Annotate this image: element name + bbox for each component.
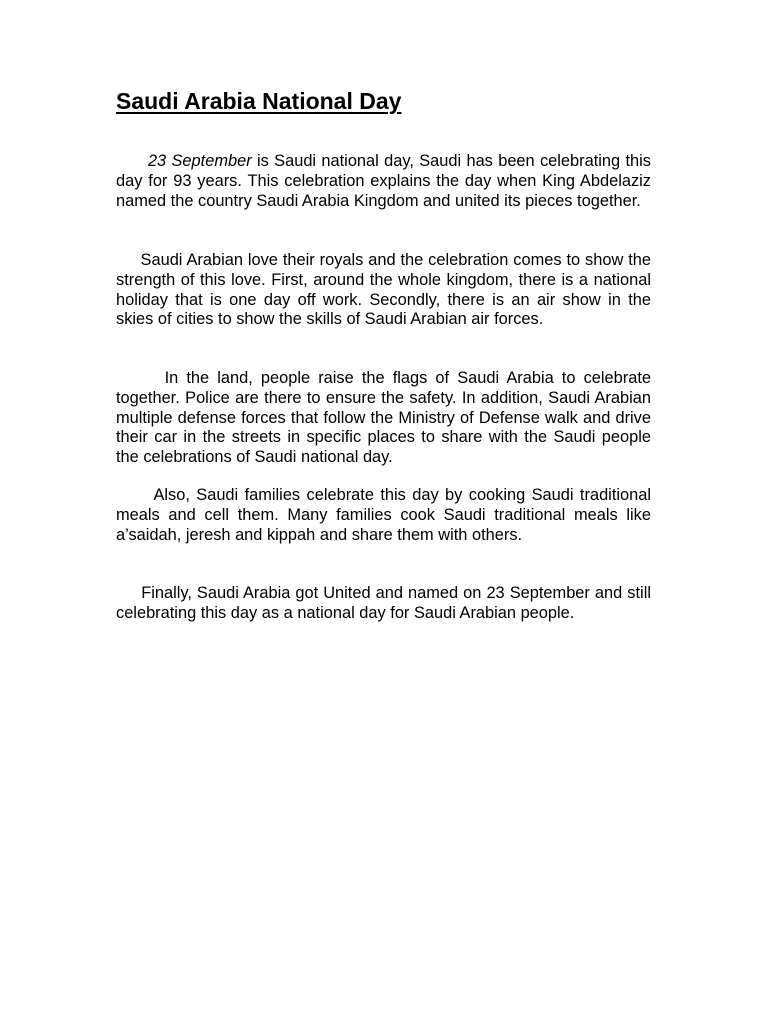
paragraph-3-text: In the land, people raise the flags of Saudi Arabia to celebrate together. Police are there to ensure the safety. In addition, Saudi Arabian multiple defense forces that follow the Ministry of Defense walk and drive their car in the streets in specific places to share with the Saudi people the celebrations of Saudi national day.	[116, 369, 651, 467]
paragraph-1-text: is Saudi national day, Saudi has been celebrating this day for 93 years. This celebration explains the day when King Abdelaziz named the country Saudi Arabia Kingdom and united its pieces together.	[116, 152, 651, 210]
paragraph-3	[116, 369, 651, 468]
paragraph-5-text: Finally, Saudi Arabia got United and named on 23 September and still celebrating this day as a national day for Saudi Arabian people.	[116, 584, 651, 622]
paragraph-3-indent	[116, 369, 165, 387]
document-title: Saudi Arabia National Day	[116, 88, 402, 114]
paragraph-4-text: Also, Saudi families celebrate this day by cooking Saudi traditional meals and cell them. Many families cook Saudi traditional meals like a’saidah, jeresh and kippah and share them with others.	[116, 486, 652, 544]
paragraph-1	[116, 152, 651, 211]
paragraph-5	[116, 584, 651, 624]
paragraph-1-indent	[116, 152, 148, 170]
paragraph-5-indent	[116, 584, 141, 602]
paragraph-1-date-emphasis: 23 September	[147, 152, 252, 170]
paragraph-2	[116, 251, 651, 330]
paragraph-2-indent	[116, 251, 141, 269]
paragraph-4-indent	[116, 486, 153, 504]
paragraph-2-text: Saudi Arabian love their royals and the celebration comes to show the strength of this love. First, around the whole kingdom, there is a national holiday that is one day off work. Secondly, there is an air show in the skies of cities to show the skills of Saudi Arabian air forces.	[116, 251, 651, 329]
paragraph-4	[116, 486, 651, 545]
